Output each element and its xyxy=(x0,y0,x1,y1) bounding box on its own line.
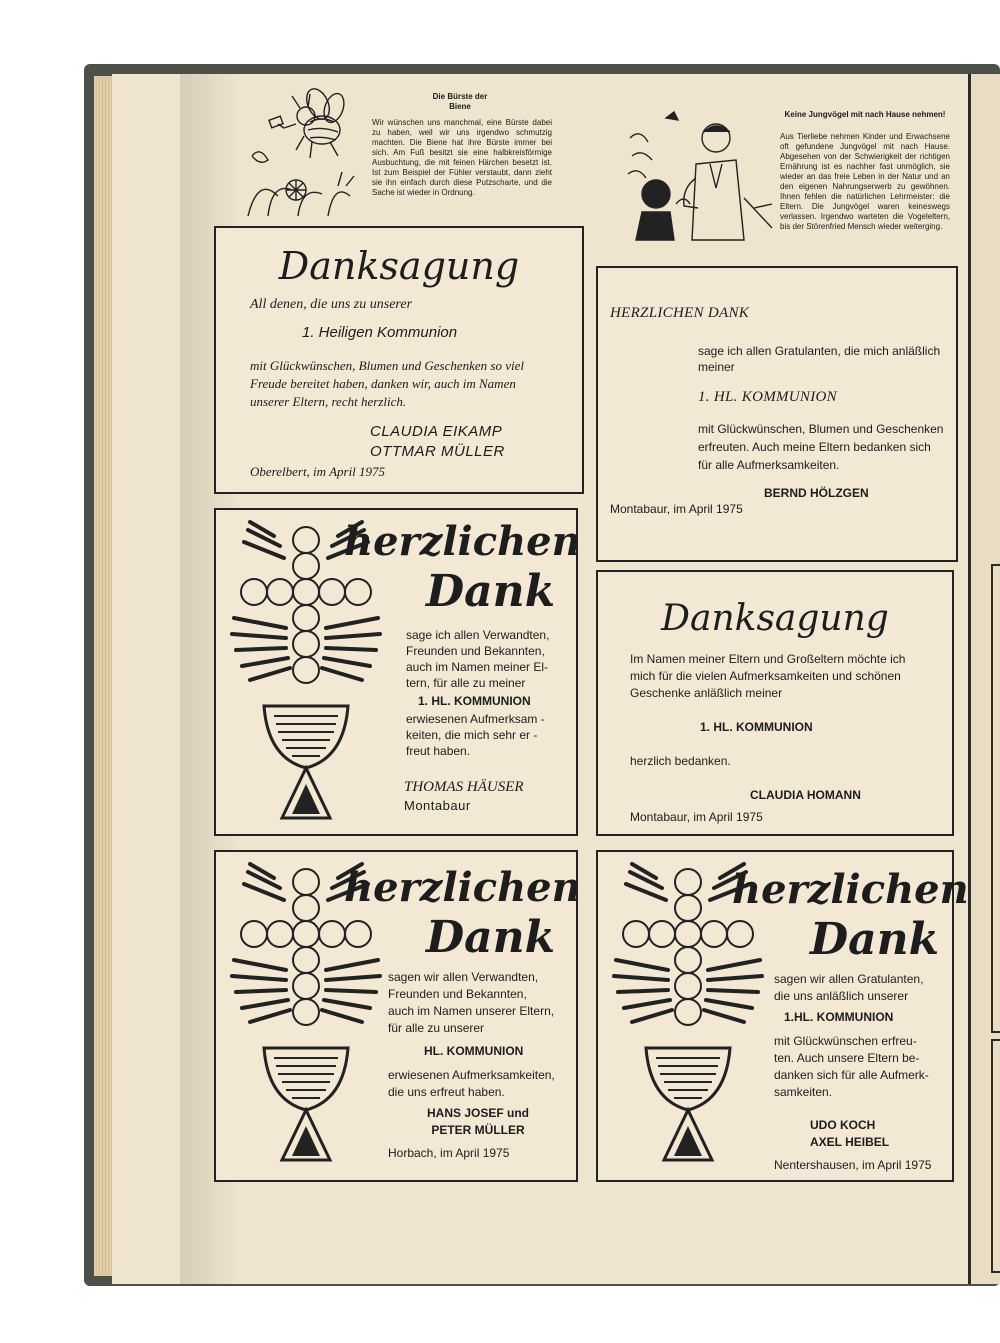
ad6-line5: ten. Auch unsere Eltern be- xyxy=(774,1051,920,1065)
ad3-line4: tern, für alle zu meiner xyxy=(406,676,526,690)
ad6-line4: mit Glückwünschen erfreu- xyxy=(774,1034,917,1048)
adjacent-page-edge xyxy=(968,74,1000,1284)
ad3-line8: freut haben. xyxy=(406,744,471,758)
ad-herzlichen-dank-koch-heibel xyxy=(596,850,969,1182)
ad-herzlichen-dank-haeuser xyxy=(214,508,581,836)
adjacent-ad-frame xyxy=(991,564,1000,1033)
bird-article-text: Aus Tierliebe nehmen Kinder und Erwachsene oft gefundene Jungvögel mit nach Hause. Abgesehen von der Schwierigkeit der richtigen Ernährung ist es nachher fast unmöglich, sie wieder an das freie Leben in der Natur und an den eigenen Nahrungserwerb zu gewöhnen. Ihnen fehlen die natürlichen Lehrmeister: die Eltern. Die Jungvögel waren keineswegs verlassen. Irgendwo warteten die Vogeleltern, bis der Störenfried Mensch wieder weiterging. xyxy=(780,132,950,231)
ad6-line7: samkeiten. xyxy=(774,1085,833,1099)
adjacent-ad-frame-lower xyxy=(991,1039,1000,1273)
ad3-heading-1: herzlichen xyxy=(344,518,581,565)
bird-article-title: Keine Jungvögel mit nach Hause nehmen! xyxy=(784,110,946,119)
ad5-line3: auch im Namen unserer Eltern, xyxy=(388,1004,555,1018)
ad4-heading: Danksagung xyxy=(661,598,889,639)
ad2-line5: erfreuten. Auch meine Eltern bedanken sich xyxy=(698,440,931,454)
bee-article-text: Wir wünschen uns manchmal, eine Bürste dabei zu haben, weil wir uns irgendwo schmutzig machten. Die Biene hat ihre Bürste immer bei sich. Am Fuß besitzt sie eine halbkreisförmige Ausbuchtung, die mit feinen Härchen besetzt ist. Ist zum Beispiel der Fühler verstaubt, dann zieht sie ihn einfach durch diese Putzscharte, und die Sache ist wieder in Ordnung. xyxy=(372,118,552,197)
ad5-name1: HANS JOSEF und xyxy=(426,1106,529,1120)
ad1-line3: mit Glückwünschen, Blumen und Geschenken so viel xyxy=(250,358,525,373)
ad1-name1: CLAUDIA EIKAMP xyxy=(370,423,503,440)
ad5-line5: HL. KOMMUNION xyxy=(424,1044,524,1058)
ad6-line6: danken sich für alle Aufmerk- xyxy=(774,1068,929,1082)
ad1-heading: Danksagung xyxy=(278,244,520,288)
ad3-line7: keiten, die mich sehr er - xyxy=(406,728,538,742)
ad-herzlichen-dank-hoelzgen xyxy=(596,266,958,562)
ad2-line1: sage ich allen Gratulanten, die mich anläßlich xyxy=(698,344,941,358)
ad6-heading-1: herzlichen xyxy=(732,866,969,913)
ad5-line4: für alle zu unserer xyxy=(388,1021,485,1035)
ad2-line6: für alle Aufmerksamkeiten. xyxy=(698,458,840,472)
ad3-line1: sage ich allen Verwandten, xyxy=(406,628,550,642)
ad2-line2: meiner xyxy=(698,360,735,374)
ad1-line5: unserer Eltern, recht herzlich. xyxy=(250,394,407,409)
ad1-line4: Freude bereitet haben, danken wir, auch im Namen xyxy=(250,376,516,391)
ad5-heading-2: Dank xyxy=(426,912,556,963)
ad1-place: Oberelbert, im April 1975 xyxy=(250,464,386,479)
ad1-name2: OTTMAR MÜLLER xyxy=(370,443,505,460)
ad3-name: THOMAS HÄUSER xyxy=(404,779,524,795)
ad4-name: CLAUDIA HOMANN xyxy=(750,788,861,802)
ad4-line3: Geschenke anläßlich meiner xyxy=(630,686,783,700)
ad1-line2: 1. Heiligen Kommunion xyxy=(302,324,458,341)
ad2-line4: mit Glückwünschen, Blumen und Geschenken xyxy=(698,422,944,436)
ad-danksagung-homann xyxy=(596,570,954,836)
ad3-place: Montabaur xyxy=(404,798,471,813)
ad3-line2: Freunden und Bekannten, xyxy=(406,644,545,658)
ad6-line3: 1.HL. KOMMUNION xyxy=(784,1010,894,1024)
ad4-line2: mich für die vielen Aufmerksamkeiten und schönen xyxy=(630,669,901,683)
ad6-heading-2: Dank xyxy=(810,914,940,965)
man-with-bird-illustration-icon xyxy=(626,108,774,242)
ad5-line6: erwiesenen Aufmerksamkeiten, xyxy=(388,1068,555,1082)
ad6-line1: sagen wir allen Gratulanten, xyxy=(774,972,924,986)
ad6-place: Nentershausen, im April 1975 xyxy=(774,1158,932,1172)
ad4-line1: Im Namen meiner Eltern und Großeltern möchte ich xyxy=(630,652,906,666)
ad5-place: Horbach, im April 1975 xyxy=(388,1146,510,1160)
ad4-line4: 1. HL. KOMMUNION xyxy=(700,720,813,734)
ad3-line5: 1. HL. KOMMUNION xyxy=(418,694,531,708)
ad6-line2: die uns anläßlich unserer xyxy=(774,989,909,1003)
ad4-line5: herzlich bedanken. xyxy=(630,754,731,768)
ad2-name: BERND HÖLZGEN xyxy=(764,486,869,500)
ad5-line1: sagen wir allen Verwandten, xyxy=(388,970,539,984)
ad6-name2: AXEL HEIBEL xyxy=(810,1135,890,1149)
ad4-place: Montabaur, im April 1975 xyxy=(630,810,763,824)
ad-danksagung-eikamp xyxy=(214,226,584,494)
ad2-line3: 1. HL. KOMMUNION xyxy=(698,389,837,405)
bee-illustration-icon xyxy=(238,86,370,218)
bee-article-title: Die Bürste der Biene xyxy=(432,92,488,111)
ad2-heading: HERZLICHEN DANK xyxy=(610,305,750,321)
ad5-line2: Freunden und Bekannten, xyxy=(388,987,527,1001)
ad5-line7: die uns erfreut haben. xyxy=(388,1085,505,1099)
ad5-heading-1: herzlichen xyxy=(344,864,581,911)
ad1-line1: All denen, die uns zu unserer xyxy=(250,297,413,312)
ad3-heading-2: Dank xyxy=(426,566,556,617)
ad3-line3: auch im Namen meiner El- xyxy=(406,660,549,674)
ad-herzlichen-dank-mueller xyxy=(214,850,581,1182)
ad2-place: Montabaur, im April 1975 xyxy=(610,502,743,516)
ad6-name1: UDO KOCH xyxy=(810,1118,876,1132)
ad3-line6: erwiesenen Aufmerksam - xyxy=(406,712,545,726)
ad5-name2: PETER MÜLLER xyxy=(431,1123,525,1137)
